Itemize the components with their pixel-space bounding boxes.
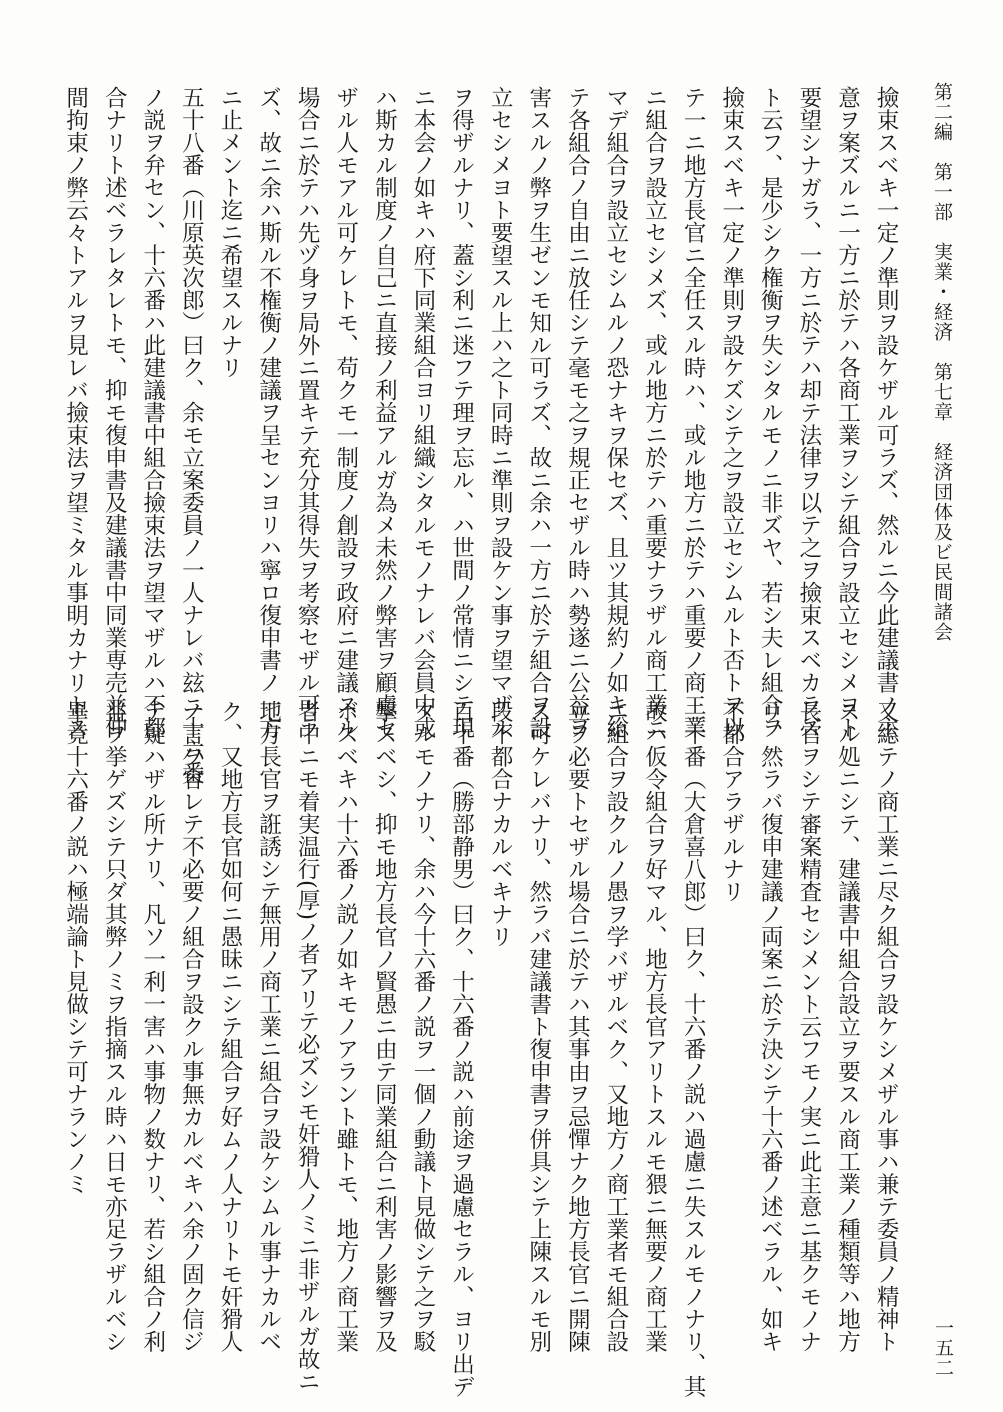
text-column: ノ言ヲ容レテ不必要ノ組合ヲ設クル事無カルベキハ余ノ固ク信ジ	[178, 700, 205, 1353]
text-column: ノ説ヲ弁セン、十六番ハ此建議書中組合撿束法ヲ望マザルハ不都	[139, 86, 166, 739]
page-number: 一五二	[932, 1318, 954, 1378]
text-column: マデ組合ヲ設立セシムルノ恐ナキヲ保セズ、且ツ其規約ノ如キ総	[602, 86, 629, 739]
text-column: 二十番（大倉喜八郎）曰ク、十六番ノ説ハ過慮ニ失スルモノナリ、其	[680, 700, 707, 1398]
text-column: 立ヲ必要トセザル場合ニ於テハ其事由ヲ忌憚ナク地方長官ニ開陳	[564, 700, 591, 1353]
text-column: 撃スベシ、抑モ地方長官ノ賢愚ニ由テ同業組合ニ利害ノ影響ヲ及	[371, 700, 398, 1353]
text-column: 長官ヲシテ審案精査セシメント云フモノ実ニ此主意ニ基クモノナ	[795, 700, 822, 1353]
text-column: ボスベキハ十六番ノ説ノ如キモノアラント雖トモ、地方ノ商工業	[332, 700, 359, 1353]
text-column: 者中ニモ着実温行(厚)ノ者アリテ必ズシモ奸猾人ノミニ非ザルガ故ニ	[294, 700, 321, 1393]
text-column: ニ組合ヲ設クルノ愚ヲ学バザルベク、又地方ノ商工業者モ組合設	[602, 700, 629, 1353]
text-column: テ一ニ地方長官ニ全任スル時ハ、或ル地方ニ於テハ重要ノ商工業	[680, 86, 707, 739]
text-column: 立セシメヨト要望スル上ハ之ト同時ニ準則ヲ設ケン事ヲ望マザル	[487, 86, 514, 739]
text-column: 不都合アラザルナリ	[718, 700, 745, 903]
running-header: 第二編 第一部 実業・経済 第七章 経済団体及ビ民間諸会	[931, 82, 953, 642]
upper-text-block	[56, 86, 905, 784]
text-column: 畢竟十六番ノ説ハ極端論ト見做シテ可ナランノミ	[62, 700, 89, 1195]
text-column: 益ヲ挙ゲズシテ只ダ其弊ノミヲ指摘スル時ハ日モ亦足ラザルベシ	[101, 700, 128, 1353]
text-column: 間拘束ノ弊云々トアルヲ見レバ撿束法ヲ望ミタル事明カナリトス	[62, 86, 89, 739]
text-column: 撿束スベキ一定ノ準則ヲ設ケズシテ之ヲ設立セシムルト否トヲ以	[718, 86, 745, 739]
text-column: ス可ケレバナリ、然ラバ建議書ト復申書ヲ併具シテ上陳スルモ別	[525, 700, 552, 1353]
text-column: ザル人モアル可ケレトモ、苟クモ一制度ノ創設ヲ政府ニ建議スル	[332, 86, 359, 739]
text-column: ニ止メント迄ニ希望スルナリ	[216, 86, 243, 379]
text-column: リ、然ラバ復申建議ノ両案ニ於テ決シテ十六番ノ述ベラル、如キ	[757, 700, 784, 1353]
text-column: ク、又地方長官如何ニ愚昧ニシテ組合ヲ好ムノ人ナリトモ奸猾人	[216, 700, 243, 1353]
text-column: ニ組合ヲ設立セシメズ、或ル地方ニ於テハ重要ナラザル商工業ニ	[641, 86, 668, 739]
text-column: 故ハ仮令組合ヲ好マル、地方長官アリトスルモ猥ニ無要ノ商工業	[641, 700, 668, 1353]
text-column: ヲ得ザルナリ、蓋シ利ニ迷フテ理ヲ忘ル、ハ世間ノ常情ニシテ現	[448, 86, 475, 739]
text-column: ニ本会ノ如キハ府下同業組合ヨリ組織シタルモノナレバ会員中或	[409, 86, 436, 739]
text-column: 五十八番（川原英次郎）曰ク、余モ立案委員ノ一人ナレバ玆ニ十六番	[178, 86, 205, 784]
text-column: 撿束スベキ一定ノ準則ヲ設ケザル可ラズ、然ルニ今此建議書ノ主	[873, 86, 900, 739]
text-column: ト云フ、是少シク権衡ヲ失シタルモノニ非ズヤ、若シ夫レ組合ヲ	[757, 86, 784, 739]
text-column: 地方長官ヲ誑誘シテ無用ノ商工業ニ組合ヲ設ケシムル事ナカルベ	[255, 700, 282, 1353]
text-column: ハ斯カル制度ノ自己ニ直接ノ利益アルガ為メ未然ノ弊害ヲ顧慮セ	[371, 86, 398, 739]
text-column: 百十番（勝部静男）曰ク、十六番ノ説ハ前途ヲ過慮セラル、ヨリ出デ	[448, 700, 475, 1398]
text-column: ズ、故ニ余ハ斯ル不権衡ノ建議ヲ呈センヨリハ寧ロ復申書ノ一方	[255, 86, 282, 739]
text-column: 又総テノ商工業ニ尽ク組合ヲ設ケシメザル事ハ兼テ委員ノ精神ト	[873, 700, 900, 1353]
text-column: 場合ニ於テハ先ヅ身ヲ局外ニ置キテ充分其得失ヲ考察セザル可ラ	[294, 86, 321, 739]
text-column: テ疑ハザル所ナリ、凡ソ一利一害ハ事物ノ数ナリ、若シ組合ノ利	[139, 700, 166, 1353]
text-column: 合ナリト述ベラレタレトモ、抑モ復申書及建議書中同業専売並仲	[101, 86, 128, 739]
text-column: 意ヲ案ズルニ一方ニ於テハ各商工業ヲシテ組合ヲ設立セシメヨト	[834, 86, 861, 739]
lower-text-block	[56, 700, 905, 1398]
text-column: 要望シナガラ、一方ニ於テハ却テ法律ヲ以テ之ヲ撿束スベカラズ	[795, 86, 822, 739]
text-column: 段不都合ナカルベキナリ	[487, 700, 514, 948]
text-column: タルモノナリ、余ハ今十六番ノ説ヲ一個ノ動議ト見做シテ之ヲ駁	[409, 700, 436, 1353]
text-column: 害スルノ弊ヲ生ゼンモ知ル可ラズ、故ニ余ハ一方ニ於テ組合ヲ設	[525, 86, 552, 739]
text-column: スル処ニシテ、建議書中組合設立ヲ要スル商工業ノ種類等ハ地方	[834, 700, 861, 1353]
text-column: テ各組合ノ自由ニ放任シテ毫モ之ヲ規正セザル時ハ勢遂ニ公益ヲ	[564, 86, 591, 739]
